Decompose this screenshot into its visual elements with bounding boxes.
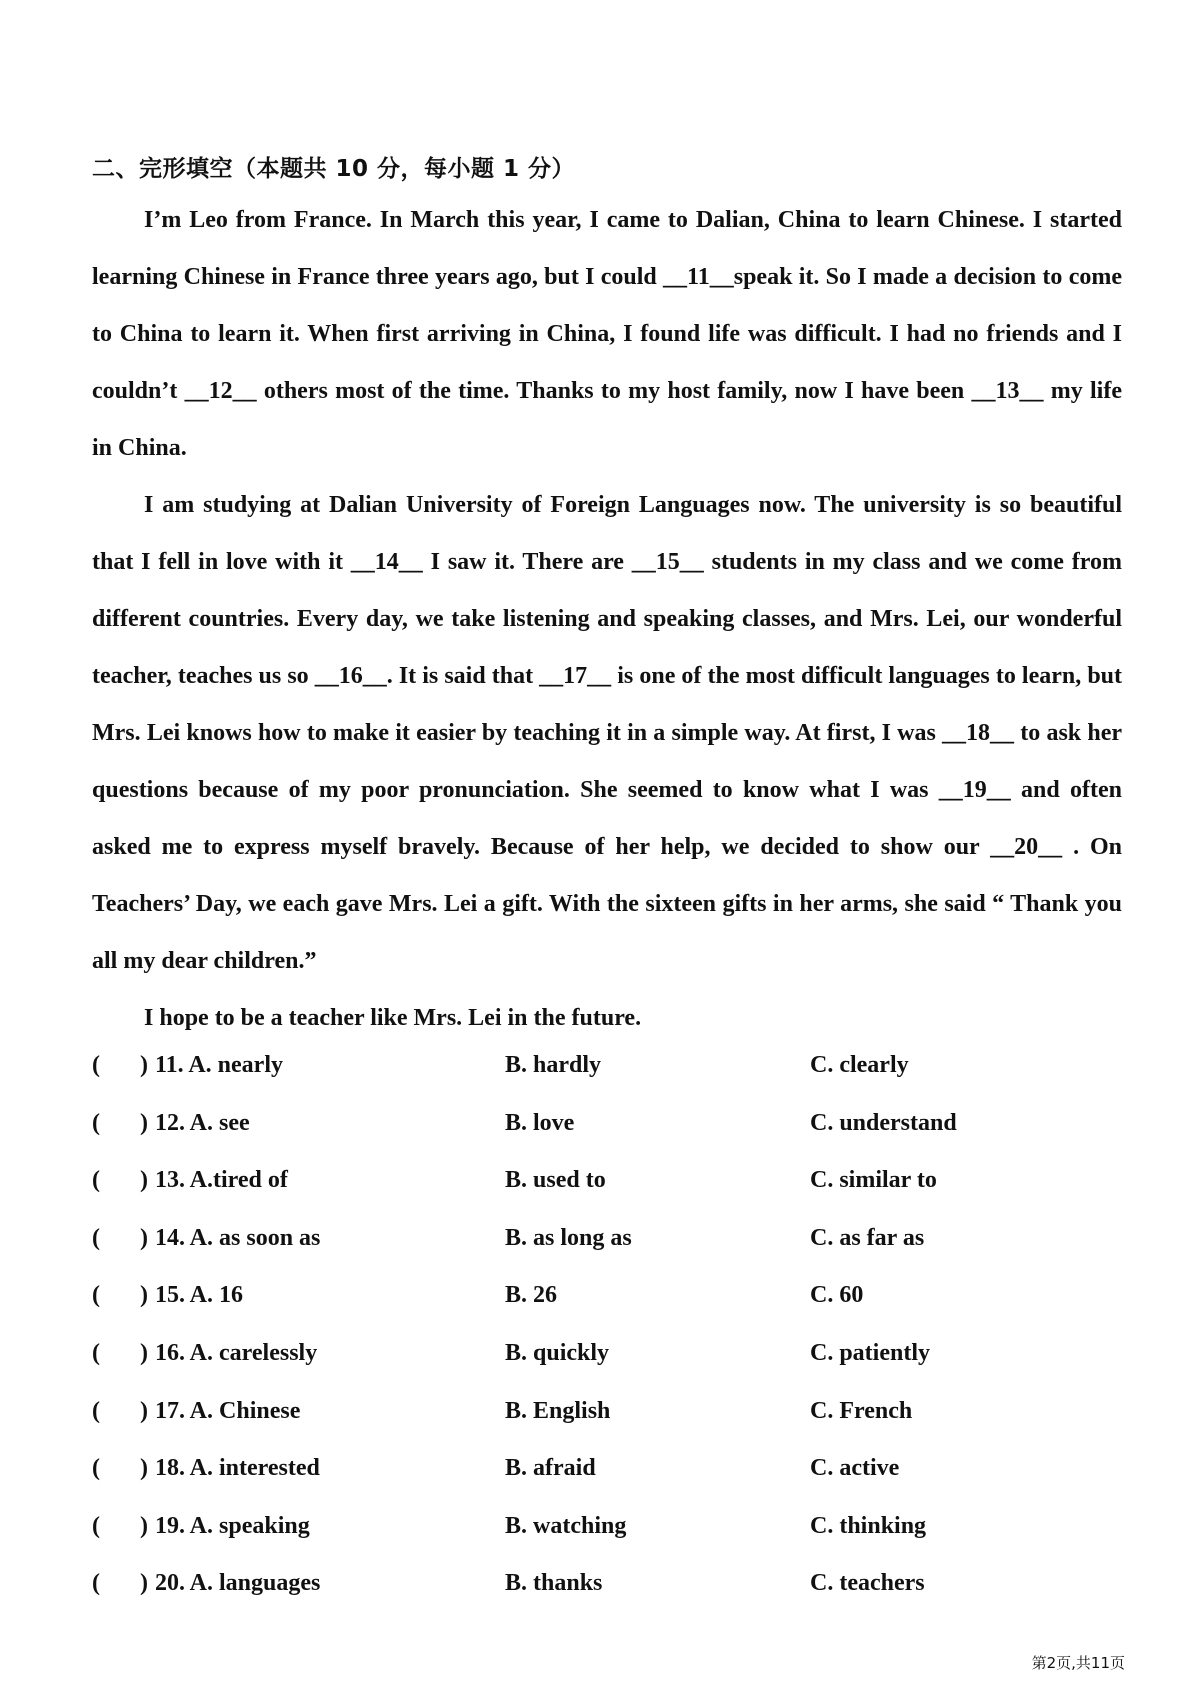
answer-bracket-close: ): [140, 1570, 148, 1597]
question-row: [92, 1570, 1122, 1628]
option-a: 20. A. languages: [155, 1570, 321, 1597]
question-row: [92, 1225, 1122, 1283]
option-b: B. hardly: [505, 1052, 602, 1078]
option-c: C. thinking: [810, 1512, 927, 1539]
option-c: C. 60: [810, 1282, 864, 1309]
question-row: [92, 1282, 1122, 1340]
option-c: C. as far as: [810, 1224, 925, 1251]
answer-bracket-close: ): [140, 1339, 148, 1366]
question-row: [92, 1340, 1122, 1398]
option-a: 14. A. as soon as: [155, 1224, 321, 1251]
question-row: [92, 1513, 1122, 1571]
option-a: 16. A. carelessly: [155, 1339, 318, 1366]
question-row: [92, 1110, 1122, 1168]
answer-bracket-open: (: [92, 1512, 100, 1539]
option-c: C. French: [810, 1397, 913, 1424]
answer-bracket-open: (: [92, 1282, 100, 1309]
option-a: 18. A. interested: [155, 1455, 320, 1482]
answer-bracket-open: (: [92, 1109, 100, 1136]
option-b: B. afraid: [505, 1455, 596, 1482]
option-a: 13. A.tired of: [155, 1167, 288, 1194]
question-row: [92, 1398, 1122, 1456]
answer-bracket-close: ): [140, 1109, 148, 1136]
answer-bracket-open: (: [92, 1397, 100, 1424]
option-b: B. love: [505, 1109, 575, 1136]
question-row: [92, 1052, 1122, 1110]
answer-bracket-close: ): [140, 1224, 148, 1251]
passage-paragraph: I am studying at Dalian University of Foreign Languages now. The university is so beautiful that I fell in love with it __14__ I saw it. There are __15__ students in my class and we come from different countries. Every day, we take listening and speaking classes, and Mrs. Lei, our wonderful teacher, teaches us so __16__. It is said that __17__ is one of the most difficult languages to learn, but Mrs. Lei knows how to make it easier by teaching it in a simple way. At first, I was __18__ to ask her questions because of my poor pronunciation. She seemed to know what I was __19__ and often asked me to express myself bravely. Because of her help, we decided to show our __20__ . On Teachers’ Day, we each gave Mrs. Lei a gift. With the sixteen gifts in her arms, she said “ Thank you all my dear children.”: [92, 492, 1122, 974]
option-c: C. clearly: [810, 1052, 909, 1078]
option-c: C. similar to: [810, 1167, 937, 1194]
option-b: B. watching: [505, 1512, 627, 1539]
question-list: [92, 1052, 1122, 1628]
option-b: B. as long as: [505, 1224, 632, 1251]
answer-bracket-open: (: [92, 1455, 100, 1482]
answer-bracket-open: (: [92, 1224, 100, 1251]
page-number: 第2页,共11页: [1031, 1654, 1125, 1672]
cloze-passage: [92, 192, 1122, 1047]
answer-bracket-open: (: [92, 1339, 100, 1366]
answer-bracket-open: (: [92, 1570, 100, 1597]
option-c: C. patiently: [810, 1339, 930, 1366]
section-title: 二、完形填空（本题共 10 分，每小题 1 分）: [92, 156, 576, 182]
answer-bracket-close: ): [140, 1052, 148, 1078]
option-b: B. quickly: [505, 1339, 610, 1366]
option-c: C. active: [810, 1455, 900, 1482]
answer-bracket-close: ): [140, 1455, 148, 1482]
answer-bracket-close: ): [140, 1282, 148, 1309]
passage-paragraph: I’m Leo from France. In March this year, I came to Dalian, China to learn Chinese. I started learning Chinese in France three years ago, but I could __11__speak it. So I made a decision to come to China to learn it. When first arriving in China, I found life was difficult. I had no friends and I couldn’t __12__ others most of the time. Thanks to my host family, now I have been __13__ my life in China.: [92, 207, 1122, 461]
answer-bracket-open: (: [92, 1167, 100, 1194]
question-row: [92, 1455, 1122, 1513]
option-b: B. thanks: [505, 1570, 603, 1597]
answer-bracket-open: (: [92, 1052, 100, 1078]
answer-bracket-close: ): [140, 1397, 148, 1424]
option-b: B. used to: [505, 1167, 606, 1194]
passage-paragraph: I hope to be a teacher like Mrs. Lei in the future.: [144, 1005, 642, 1031]
answer-bracket-close: ): [140, 1167, 148, 1194]
answer-bracket-close: ): [140, 1512, 148, 1539]
option-c: C. understand: [810, 1109, 957, 1136]
question-row: [92, 1167, 1122, 1225]
option-a: 15. A. 16: [155, 1282, 244, 1309]
option-a: 11. A. nearly: [155, 1052, 284, 1078]
option-c: C. teachers: [810, 1570, 925, 1597]
option-b: B. English: [505, 1397, 611, 1424]
option-a: 17. A. Chinese: [155, 1397, 301, 1424]
option-a: 12. A. see: [155, 1109, 250, 1136]
option-b: B. 26: [505, 1282, 558, 1309]
option-a: 19. A. speaking: [155, 1512, 310, 1539]
